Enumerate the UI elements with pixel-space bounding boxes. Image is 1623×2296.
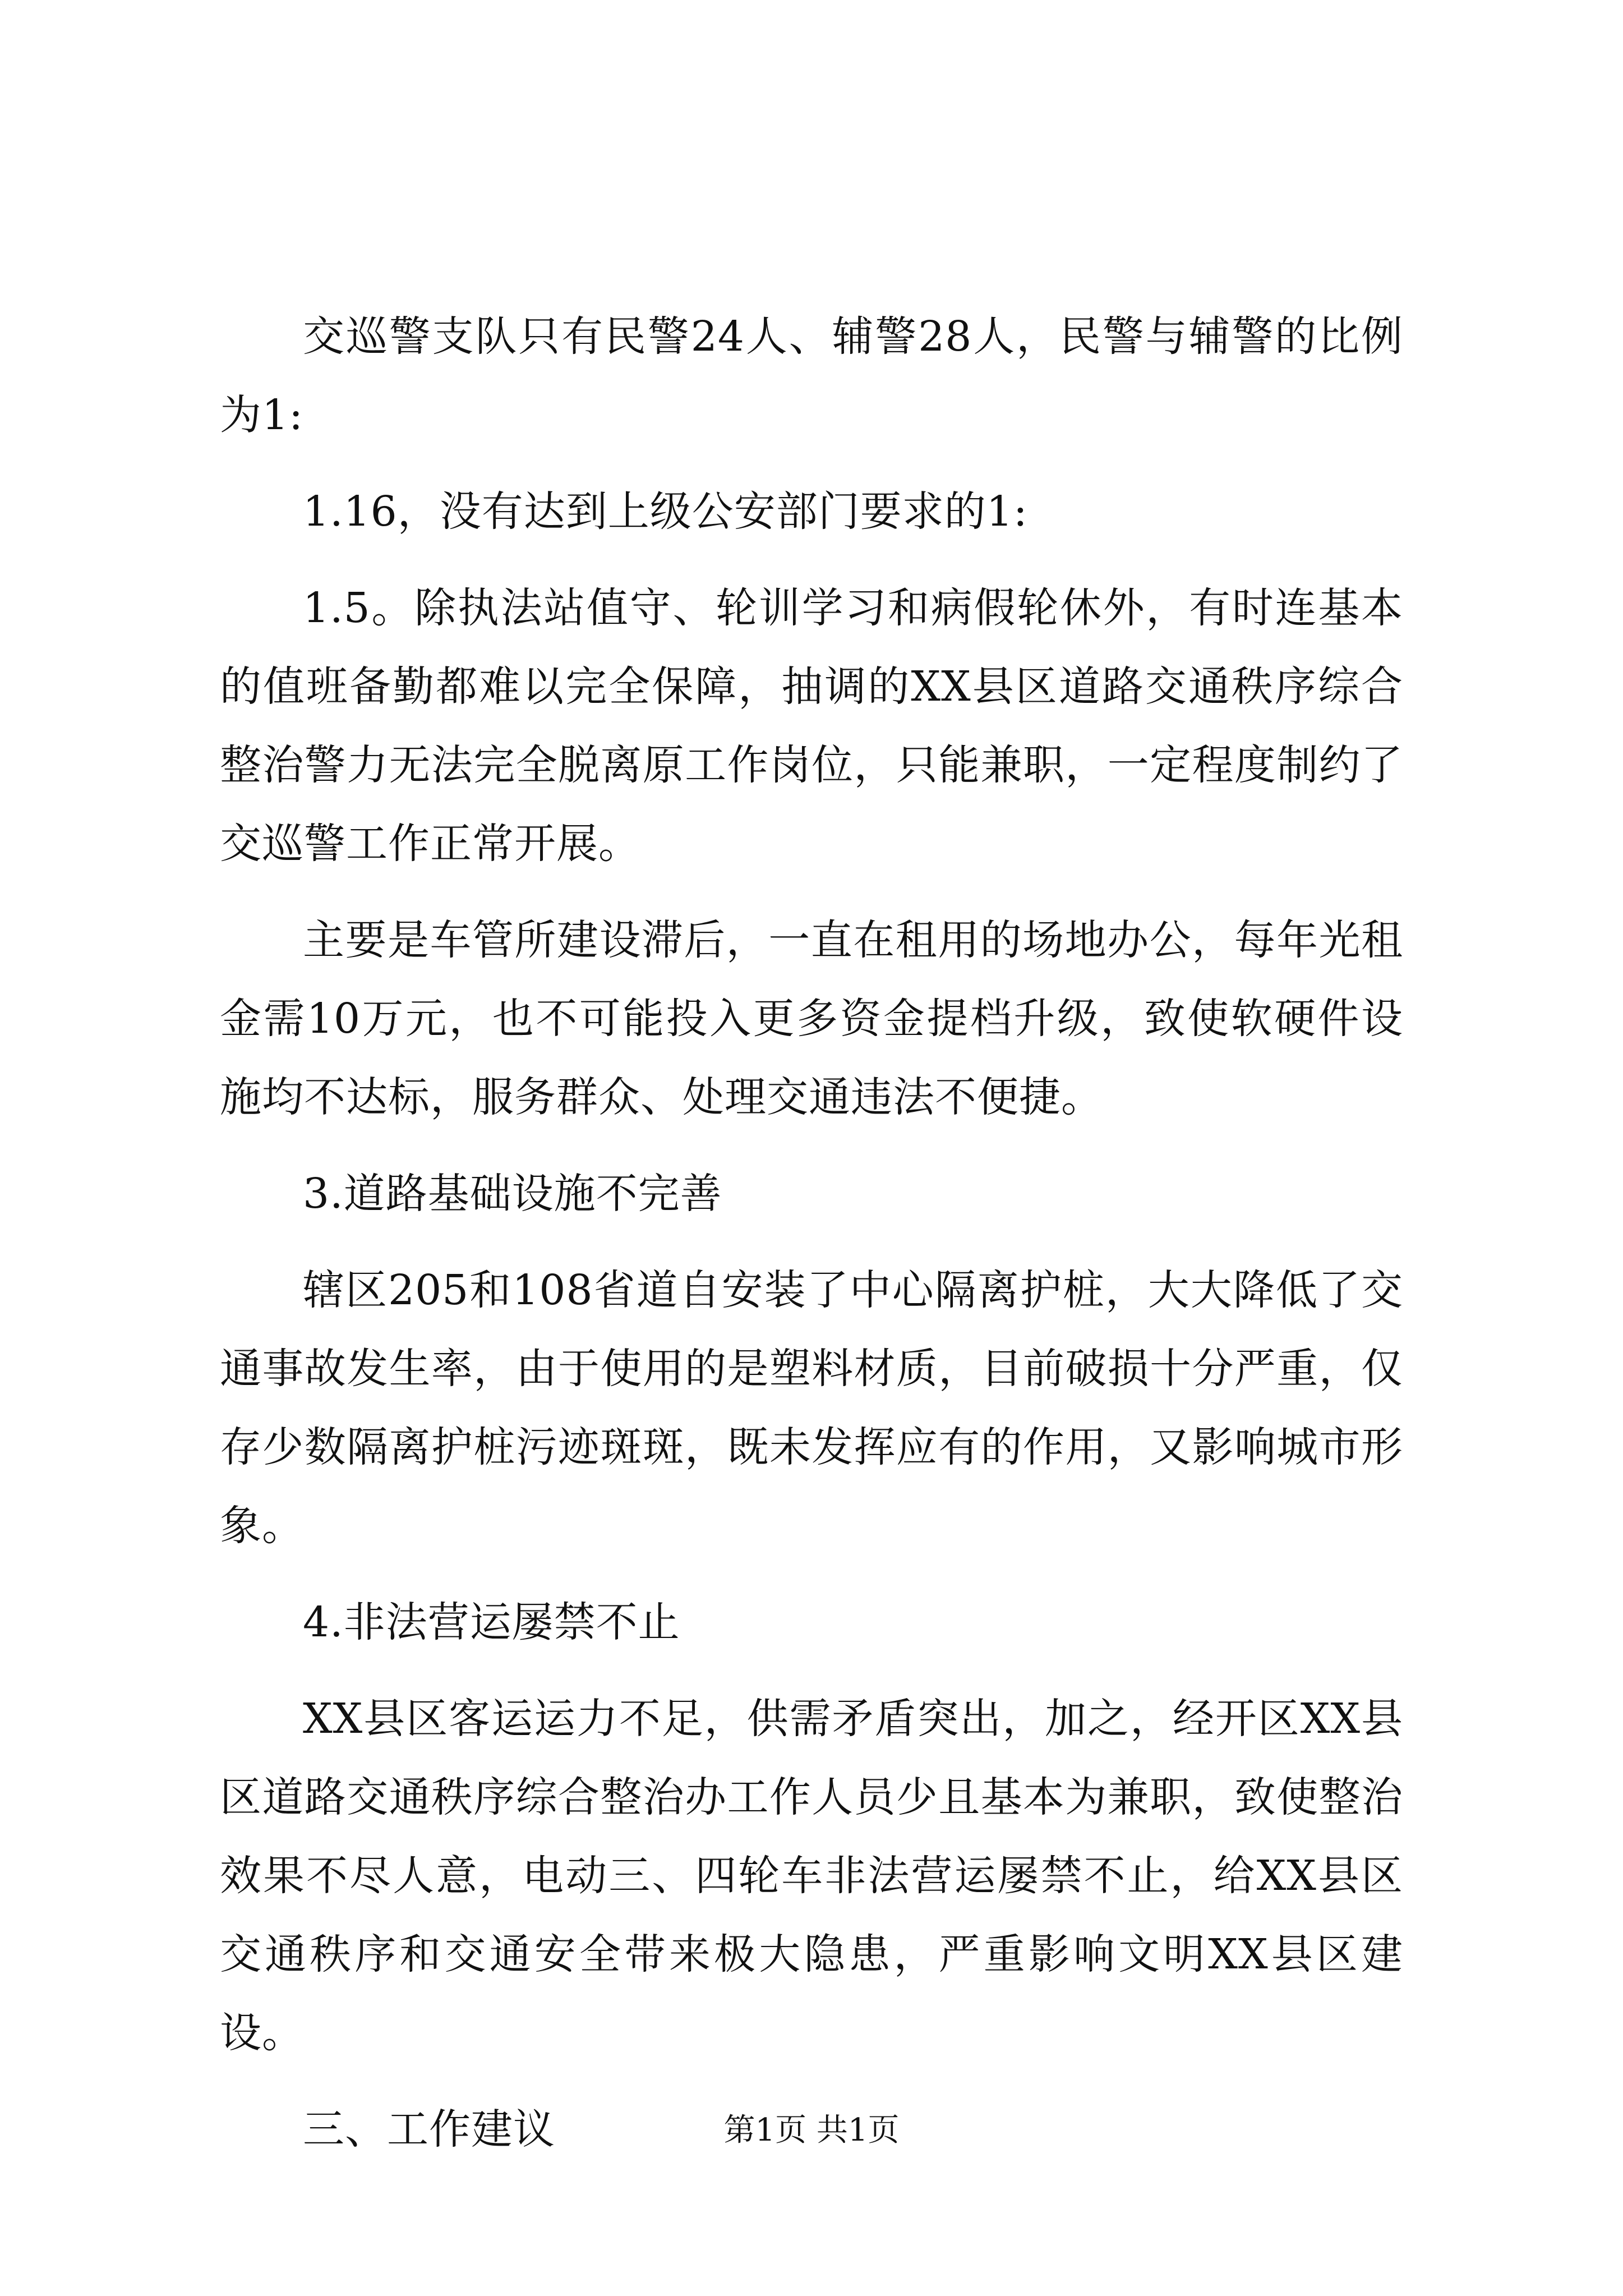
paragraph-police-ratio: 交巡警支队只有民警24人、辅警28人，民警与辅警的比例为1: — [220, 312, 1403, 439]
document-body — [220, 297, 1403, 2187]
paragraph-staffing-shortage: 1.5。除执法站值守、轮训学习和病假轮休外，有时连基本的值班备勤都难以完全保障，抽调的XX县区道路交通秩序综合整治警力无法完全脱离原工作岗位，只能兼职，一定程度制约了交巡警工作正常开展。 — [220, 584, 1403, 868]
heading-road-infrastructure: 3.道路基础设施不完善 — [303, 1170, 722, 1218]
paragraph-vehicle-office: 主要是车管所建设滞后，一直在租用的场地办公，每年光租金需10万元，也不可能投入更多资金提档升级，致使软硬件设施均不达标，服务群众、处理交通违法不便捷。 — [220, 916, 1403, 1121]
heading-illegal-operation: 4.非法营运屡禁不止 — [303, 1598, 680, 1646]
heading-work-suggestions: 三、工作建议 — [303, 2105, 555, 2154]
paragraph-ratio-requirement: 1.16，没有达到上级公安部门要求的1: — [303, 487, 1028, 536]
paragraph-road-infrastructure: 辖区205和108省道自安装了中心隔离护桩，大大降低了交通事故发生率，由于使用的是塑料材质，目前破损十分严重，仅存少数隔离护桩污迹斑斑，既未发挥应有的作用，又影响城市形象。 — [220, 1266, 1403, 1550]
page-footer: 第1页 共1页 — [723, 2112, 900, 2148]
paragraph-illegal-operation: XX县区客运运力不足，供需矛盾突出，加之，经开区XX县区道路交通秩序综合整治办工作人员少且基本为兼职，致使整治效果不尽人意，电动三、四轮车非法营运屡禁不止，给XX县区交通秩序和交通安全带来极大隐患，严重影响文明XX县区建设。 — [220, 1695, 1403, 2057]
